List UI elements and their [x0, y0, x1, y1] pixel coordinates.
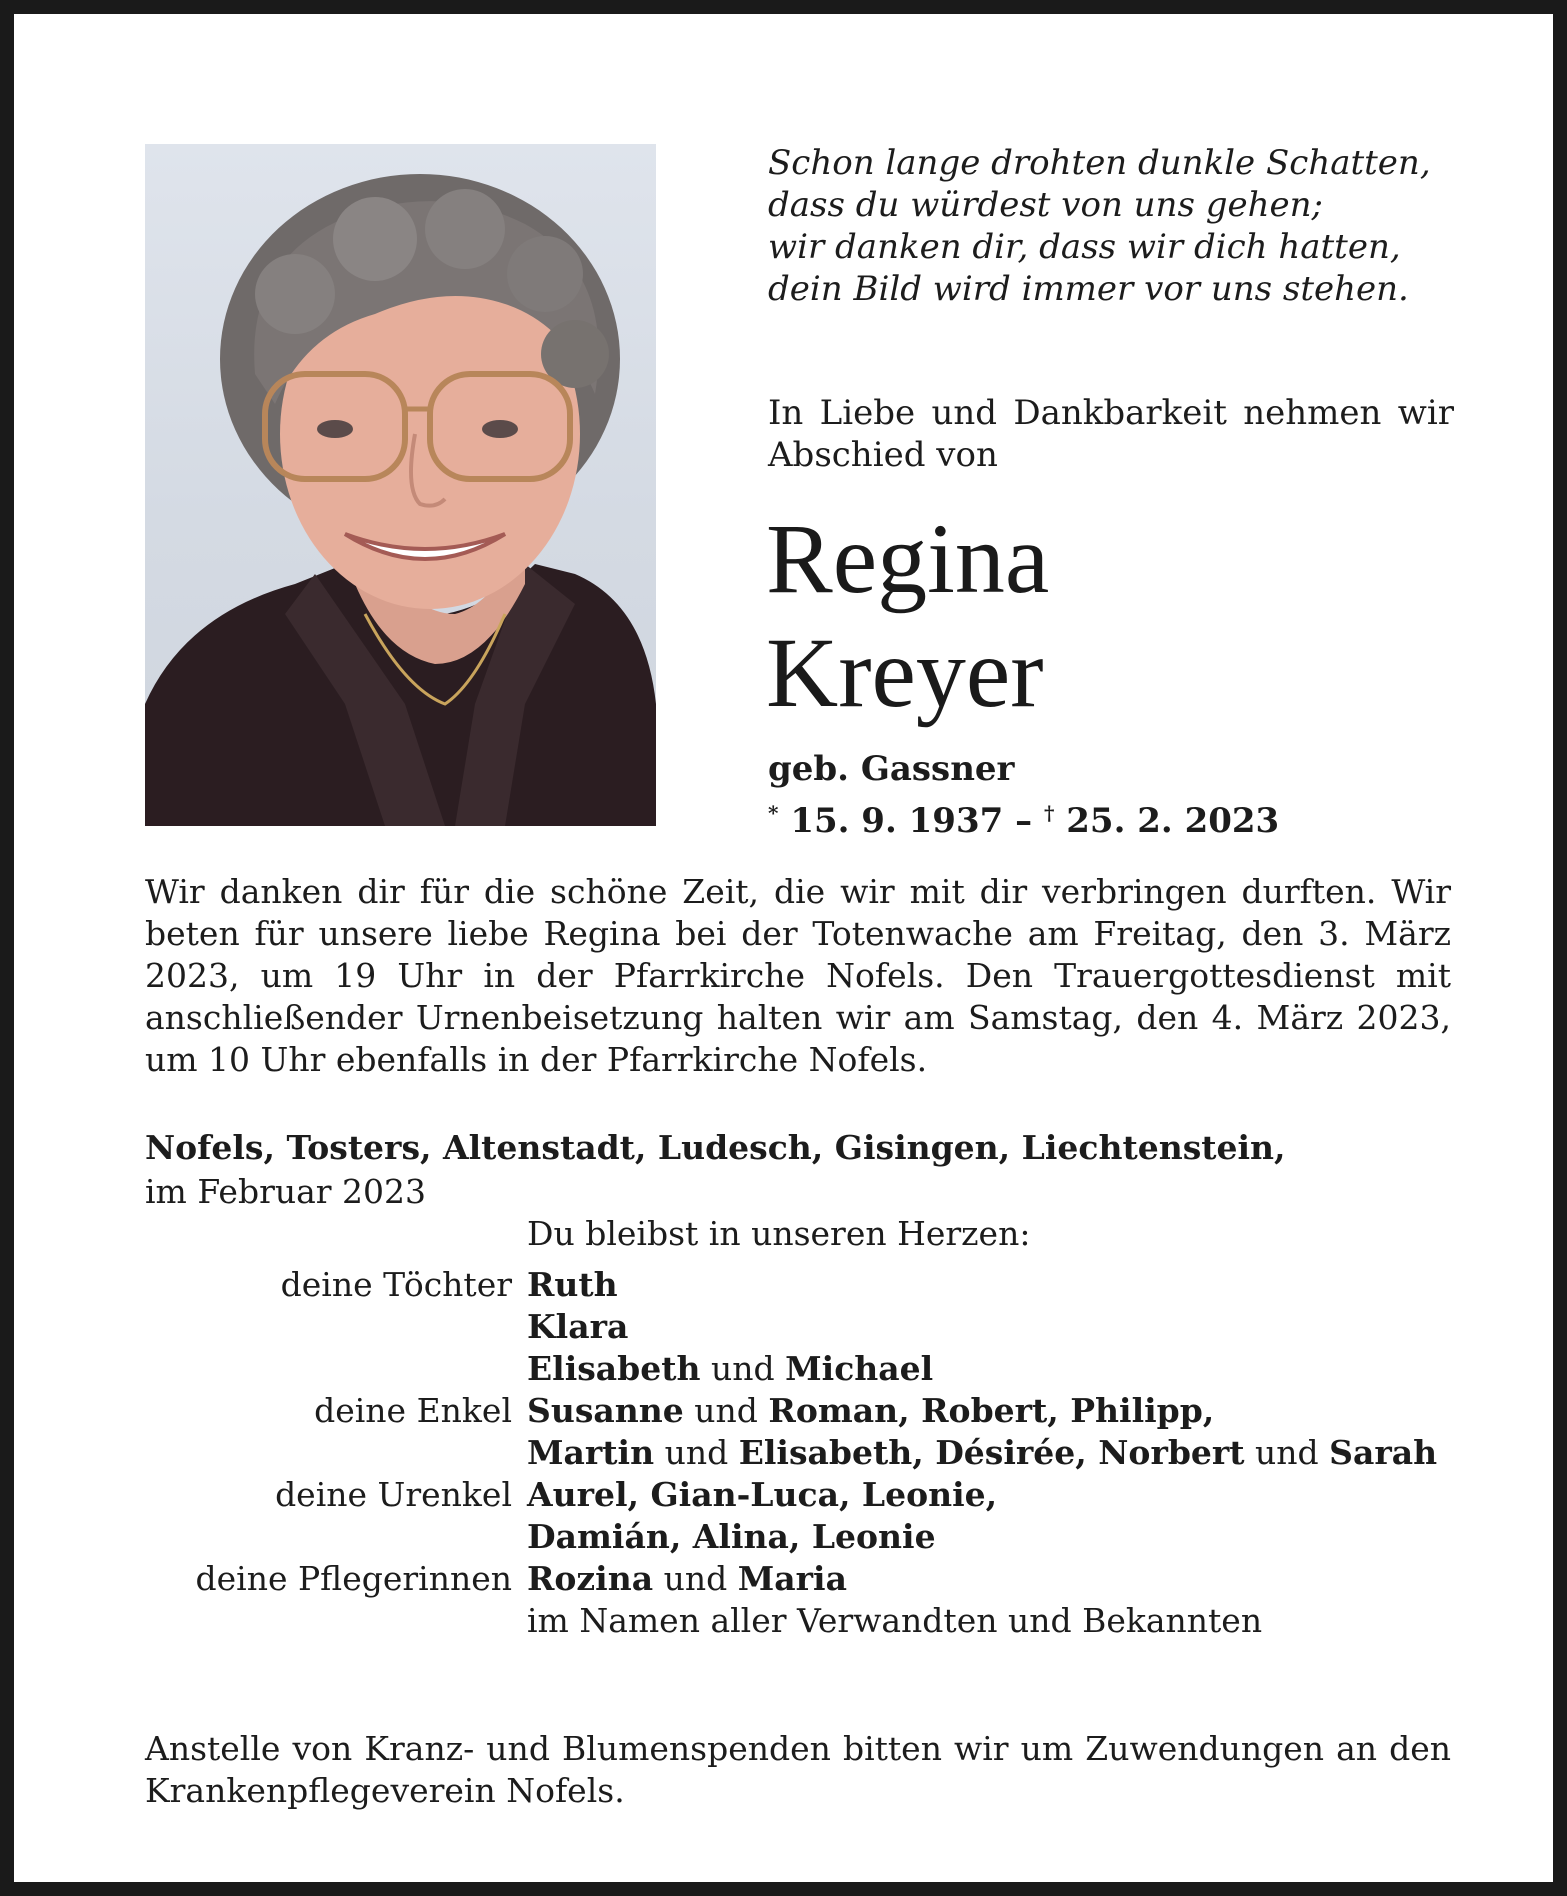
date-dash: –: [1003, 801, 1044, 841]
relation-label: deine Enkel: [314, 1391, 512, 1430]
conjunction: und: [664, 1433, 729, 1472]
first-name: Regina: [766, 503, 1050, 614]
names: [527, 1390, 1214, 1432]
conjunction: und: [663, 1559, 728, 1598]
names: [527, 1432, 1437, 1474]
family-row: [14, 1474, 1567, 1516]
relatives-line: im Namen aller Verwandten und Bekannten: [527, 1601, 1263, 1640]
person-name: Roman, Robert, Philipp,: [768, 1391, 1215, 1430]
person-name: Klara: [527, 1307, 629, 1346]
death-date: 25. 2. 2023: [1066, 801, 1280, 841]
deceased-name: [766, 502, 1049, 730]
person-name: Sarah: [1329, 1433, 1438, 1472]
poem-line: dass du würdest von uns gehen;: [768, 185, 1323, 225]
conjunction: und: [1255, 1433, 1319, 1472]
names: [527, 1306, 628, 1348]
family-row: [14, 1600, 1567, 1642]
names: [527, 1516, 936, 1558]
person-name: Ruth: [527, 1265, 618, 1304]
family-row: [14, 1306, 1567, 1348]
family-row: [14, 1516, 1567, 1558]
donation-request: Anstelle von Kranz- und Blumenspenden bitten wir um Zuwendungen an den Krankenpflegeverein Nofels.: [145, 1729, 1451, 1810]
life-dates: [768, 792, 1279, 842]
person-name: Aurel, Gian-Luca, Leonie,: [527, 1475, 998, 1514]
poem-line: wir danken dir, dass wir dich hatten,: [768, 227, 1401, 267]
poem-line: dein Bild wird immer vor uns stehen.: [768, 269, 1409, 309]
date-line: im Februar 2023: [145, 1172, 427, 1211]
family-row: [14, 1558, 1567, 1600]
person-name: Maria: [737, 1559, 847, 1598]
person-name: Damián, Alina, Leonie: [527, 1517, 936, 1556]
portrait-illustration: [145, 144, 656, 826]
relation-label: deine Töchter: [280, 1265, 512, 1304]
remembrance-line: Du bleibst in unseren Herzen:: [527, 1214, 1031, 1253]
family-locations: Nofels, Tosters, Altenstadt, Ludesch, Gisingen, Liechtenstein,: [145, 1128, 1286, 1167]
names: [527, 1264, 618, 1306]
family-row: [14, 1264, 1567, 1306]
names: [527, 1474, 997, 1516]
poem-line: Schon lange drohten dunkle Schatten,: [768, 143, 1431, 183]
family-row: [14, 1432, 1567, 1474]
portrait-photo: [145, 144, 656, 826]
person-name: Rozina: [527, 1559, 654, 1598]
poem: [768, 142, 1468, 310]
person-name: Susanne: [527, 1391, 684, 1430]
birth-symbol: *: [768, 801, 779, 825]
relation-label: deine Pflegerinnen: [195, 1559, 512, 1598]
family-row: [14, 1348, 1567, 1390]
conjunction: und: [694, 1391, 758, 1430]
death-symbol: †: [1043, 801, 1055, 825]
names: [527, 1558, 847, 1600]
conjunction: und: [711, 1349, 775, 1388]
mourners-list: [14, 1264, 1567, 1642]
person-name: Elisabeth: [527, 1349, 701, 1388]
person-name: Michael: [785, 1349, 934, 1388]
maiden-name: geb. Gassner: [768, 749, 1015, 789]
names: [527, 1348, 933, 1390]
person-name: Elisabeth, Désirée, Norbert: [738, 1433, 1245, 1472]
person-name: Martin: [527, 1433, 655, 1472]
intro-text: In Liebe und Dankbarkeit nehmen wir Abschied von: [768, 393, 1454, 475]
last-name: Kreyer: [766, 617, 1044, 728]
birth-date: 15. 9. 1937: [790, 801, 1004, 841]
relation-label: deine Urenkel: [275, 1475, 512, 1514]
service-details: Wir danken dir für die schöne Zeit, die wir mit dir verbringen durften. Wir beten für unsere liebe Regina bei der Totenwache am Freitag, den 3. März 2023, um 19 Uhr in der Pfarrkirche Nofels. Den Trauergottesdienst mit anschließender Urnenbeisetzung halten wir am Samstag, den 4. März 2023, um 10 Uhr ebenfalls in der Pfarrkirche Nofels.: [145, 872, 1451, 1079]
family-row: [14, 1390, 1567, 1432]
